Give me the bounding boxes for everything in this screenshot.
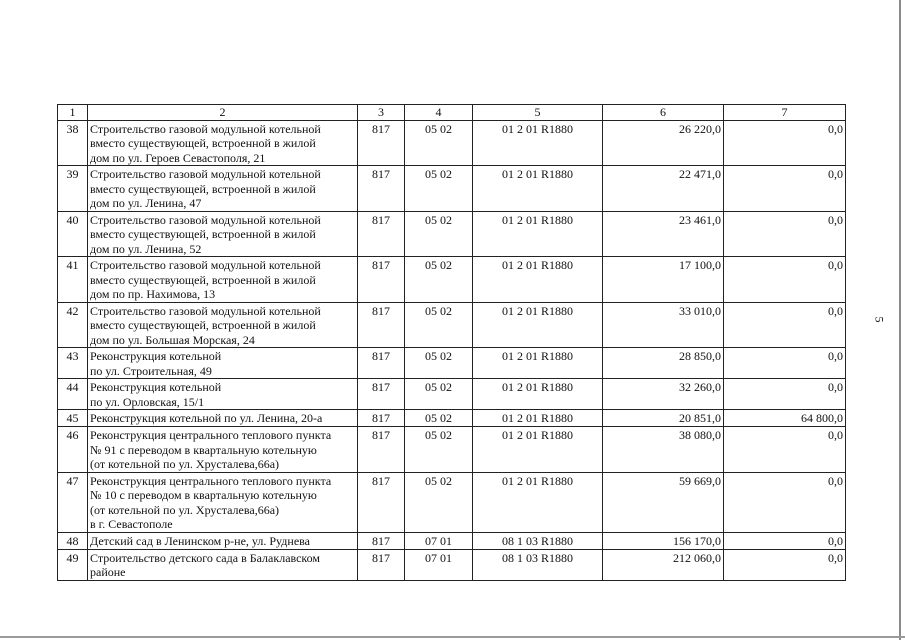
project-name-cell (88, 257, 358, 303)
ministry-code-cell: 817 (358, 532, 405, 549)
target-article-cell: 01 2 01 R1880 (473, 211, 603, 257)
amount-cell-col6: 26 220,0 (603, 120, 724, 166)
header-cell: 2 (88, 105, 358, 121)
header-cell: 4 (405, 105, 473, 121)
project-name-line: № 10 с переводом в квартальную котельную (90, 488, 317, 502)
project-name-line: Строительство газовой модульной котельной (90, 212, 321, 227)
project-name-line: (от котельной по ул. Хрусталева,66а) (90, 502, 280, 517)
amount-cell-col7: 0,0 (724, 348, 846, 379)
ministry-code-cell: 817 (358, 211, 405, 257)
project-name-line: вместо существующей, встроенной в жилой (90, 136, 316, 150)
row-number-cell: 48 (58, 532, 88, 549)
section-code-cell: 05 02 (405, 166, 473, 212)
project-name-cell (88, 427, 358, 473)
amount-cell-col6: 59 669,0 (603, 472, 724, 532)
project-name-line: вместо существующей, встроенной в жилой (90, 318, 316, 332)
table-row (58, 427, 846, 473)
target-article-cell: 01 2 01 R1880 (473, 379, 603, 410)
amount-cell-col6: 38 080,0 (603, 427, 724, 473)
target-article-cell: 01 2 01 R1880 (473, 348, 603, 379)
section-code-cell: 05 02 (405, 379, 473, 410)
amount-cell-col6: 28 850,0 (603, 348, 724, 379)
amount-cell-col7: 64 800,0 (724, 410, 846, 427)
section-code-cell: 07 01 (405, 549, 473, 580)
project-name-line: Строительство детского сада в Балаклавском (90, 550, 321, 565)
amount-cell-col7: 0,0 (724, 472, 846, 532)
project-name-line: Реконструкция центрального теплового пункта (90, 473, 332, 488)
project-name-line: Реконструкция центрального теплового пункта (90, 428, 332, 442)
project-name-line: в г. Севастополе (90, 517, 173, 531)
project-name-line: по ул. Строительная, 49 (90, 363, 212, 378)
table-row (58, 472, 846, 532)
section-code-cell: 05 02 (405, 427, 473, 473)
project-name-cell (88, 472, 358, 532)
amount-cell-col7: 0,0 (724, 549, 846, 580)
amount-cell-col7: 0,0 (724, 211, 846, 257)
ministry-code-cell: 817 (358, 348, 405, 379)
project-name-line: Детский сад в Ленинском р-не, ул. Руднева (90, 533, 310, 548)
header-cell: 5 (473, 105, 603, 121)
project-name-line: районе (90, 565, 126, 579)
project-name-line: вместо существующей, встроенной в жилой (90, 227, 316, 241)
row-number-cell: 44 (58, 379, 88, 410)
project-name-line: Строительство газовой модульной котельной (90, 167, 321, 181)
target-article-cell: 01 2 01 R1880 (473, 410, 603, 427)
project-name-cell (88, 211, 358, 257)
row-number-cell: 45 (58, 410, 88, 427)
project-name-line: вместо существующей, встроенной в жилой (90, 181, 316, 196)
table-row (58, 549, 846, 580)
amount-cell-col7: 0,0 (724, 427, 846, 473)
amount-cell-col6: 212 060,0 (603, 549, 724, 580)
target-article-cell: 01 2 01 R1880 (473, 472, 603, 532)
project-name-cell (88, 120, 358, 166)
project-name-cell (88, 410, 358, 427)
ministry-code-cell: 817 (358, 427, 405, 473)
project-name-cell (88, 532, 358, 549)
header-cell: 1 (58, 105, 88, 121)
project-name-line: вместо существующей, встроенной в жилой (90, 272, 316, 287)
header-cell: 6 (603, 105, 724, 121)
project-name-line: по ул. Орловская, 15/1 (90, 394, 205, 409)
table-row (58, 302, 846, 348)
amount-cell-col6: 32 260,0 (603, 379, 724, 410)
project-name-cell (88, 302, 358, 348)
project-name-line: (от котельной по ул. Хрусталева,66а) (90, 457, 280, 471)
table-row (58, 257, 846, 303)
target-article-cell: 08 1 03 R1880 (473, 549, 603, 580)
row-number-cell: 47 (58, 472, 88, 532)
table-row (58, 410, 846, 427)
section-code-cell: 05 02 (405, 257, 473, 303)
amount-cell-col6: 33 010,0 (603, 302, 724, 348)
ministry-code-cell: 817 (358, 549, 405, 580)
table-row (58, 348, 846, 379)
target-article-cell: 01 2 01 R1880 (473, 302, 603, 348)
row-number-cell: 41 (58, 257, 88, 303)
row-number-cell: 38 (58, 120, 88, 166)
amount-cell-col7: 0,0 (724, 379, 846, 410)
project-name-line: № 91 с переводом в квартальную котельную (90, 442, 317, 457)
page-number: 5 (872, 316, 887, 323)
amount-cell-col7: 0,0 (724, 120, 846, 166)
project-name-line: дом по ул. Ленина, 47 (90, 196, 202, 210)
project-name-line: Строительство газовой модульной котельной (90, 121, 321, 136)
target-article-cell: 01 2 01 R1880 (473, 427, 603, 473)
scan-edge-bottom (0, 636, 905, 638)
project-name-line: Реконструкция котельной по ул. Ленина, 20-а (90, 411, 323, 425)
project-name-cell (88, 549, 358, 580)
amount-cell-col7: 0,0 (724, 302, 846, 348)
row-number-cell: 49 (58, 549, 88, 580)
section-code-cell: 05 02 (405, 211, 473, 257)
table-row (58, 532, 846, 549)
project-name-cell (88, 166, 358, 212)
project-name-line: Реконструкция котельной (90, 380, 222, 394)
ministry-code-cell: 817 (358, 302, 405, 348)
project-name-line: дом по пр. Нахимова, 13 (90, 287, 216, 301)
header-cell: 7 (724, 105, 846, 121)
row-number-cell: 43 (58, 348, 88, 379)
project-name-line: Реконструкция котельной (90, 349, 222, 363)
project-name-line: дом по ул. Большая Морская, 24 (90, 332, 255, 347)
row-number-cell: 39 (58, 166, 88, 212)
target-article-cell: 01 2 01 R1880 (473, 257, 603, 303)
project-name-line: дом по ул. Героев Севастополя, 21 (90, 150, 266, 165)
section-code-cell: 05 02 (405, 302, 473, 348)
ministry-code-cell: 817 (358, 166, 405, 212)
amount-cell-col7: 0,0 (724, 166, 846, 212)
ministry-code-cell: 817 (358, 120, 405, 166)
amount-cell-col6: 17 100,0 (603, 257, 724, 303)
project-name-line: Строительство газовой модульной котельной (90, 258, 321, 272)
table-row (58, 379, 846, 410)
amount-cell-col7: 0,0 (724, 257, 846, 303)
budget-table (57, 104, 846, 581)
amount-cell-col6: 156 170,0 (603, 532, 724, 549)
project-name-line: Строительство газовой модульной котельной (90, 303, 321, 318)
table-row (58, 120, 846, 166)
ministry-code-cell: 817 (358, 257, 405, 303)
amount-cell-col6: 23 461,0 (603, 211, 724, 257)
section-code-cell: 05 02 (405, 410, 473, 427)
ministry-code-cell: 817 (358, 472, 405, 532)
amount-cell-col6: 20 851,0 (603, 410, 724, 427)
section-code-cell: 05 02 (405, 472, 473, 532)
project-name-cell (88, 348, 358, 379)
scan-edge-right (899, 0, 901, 640)
ministry-code-cell: 817 (358, 410, 405, 427)
table-header-row (58, 105, 846, 121)
target-article-cell: 01 2 01 R1880 (473, 120, 603, 166)
ministry-code-cell: 817 (358, 379, 405, 410)
section-code-cell: 05 02 (405, 120, 473, 166)
table-row (58, 211, 846, 257)
header-cell: 3 (358, 105, 405, 121)
row-number-cell: 40 (58, 211, 88, 257)
amount-cell-col7: 0,0 (724, 532, 846, 549)
table-row (58, 166, 846, 212)
target-article-cell: 01 2 01 R1880 (473, 166, 603, 212)
project-name-cell (88, 379, 358, 410)
row-number-cell: 46 (58, 427, 88, 473)
table-body (58, 105, 846, 581)
amount-cell-col6: 22 471,0 (603, 166, 724, 212)
target-article-cell: 08 1 03 R1880 (473, 532, 603, 549)
section-code-cell: 05 02 (405, 348, 473, 379)
section-code-cell: 07 01 (405, 532, 473, 549)
row-number-cell: 42 (58, 302, 88, 348)
project-name-line: дом по ул. Ленина, 52 (90, 241, 202, 256)
